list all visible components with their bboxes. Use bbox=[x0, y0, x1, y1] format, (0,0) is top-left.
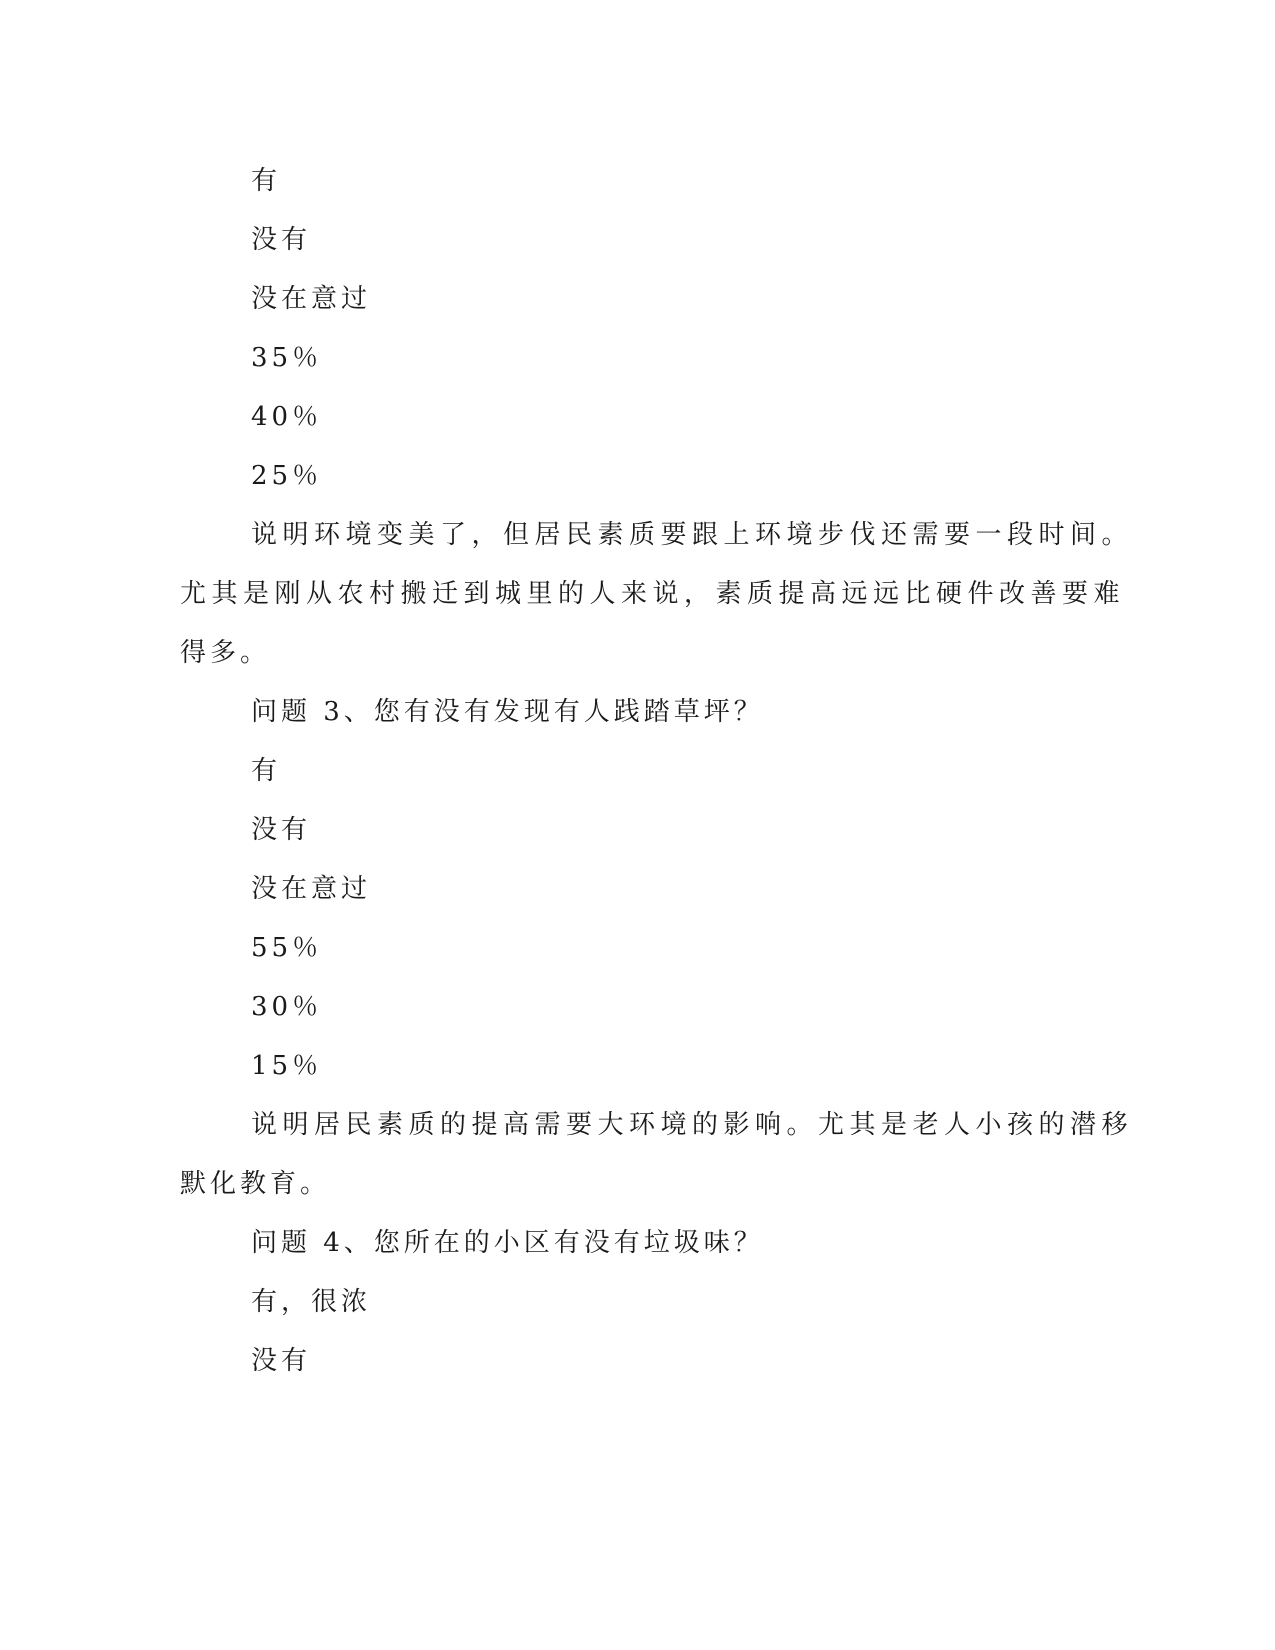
q3-option-no: 没有 bbox=[251, 815, 312, 845]
q3-conclusion-line-1: 说明居民素质的提高需要大环境的影响。尤其是老人小孩的潜移 bbox=[251, 1110, 1134, 1140]
q3-percent-no: 30％ bbox=[251, 992, 323, 1022]
q2-conclusion-line-1: 说明环境变美了，但居民素质要跟上环境步伐还需要一段时间。 bbox=[251, 520, 1134, 550]
q3-question: 问题 3、您有没有发现有人践踏草坪？ bbox=[251, 697, 764, 727]
q3-percent-not-noticed: 15％ bbox=[251, 1051, 323, 1081]
q2-option-yes: 有 bbox=[251, 166, 282, 196]
q3-conclusion-line-2: 默化教育。 bbox=[180, 1169, 331, 1199]
q3-option-yes: 有 bbox=[251, 756, 282, 786]
q4-option-no: 没有 bbox=[251, 1346, 312, 1376]
q2-conclusion-line-3: 得多。 bbox=[180, 638, 271, 668]
q3-percent-yes: 55％ bbox=[251, 933, 323, 963]
q2-percent-no: 40％ bbox=[251, 402, 323, 432]
q2-percent-yes: 35％ bbox=[251, 343, 323, 373]
q2-option-no: 没有 bbox=[251, 225, 312, 255]
q4-question: 问题 4、您所在的小区有没有垃圾味？ bbox=[251, 1228, 764, 1258]
q2-percent-not-noticed: 25％ bbox=[251, 461, 323, 491]
q2-option-not-noticed: 没在意过 bbox=[251, 284, 372, 314]
q4-option-yes-strong: 有，很浓 bbox=[251, 1287, 372, 1317]
q2-conclusion-line-2: 尤其是刚从农村搬迁到城里的人来说，素质提高远远比硬件改善要难 bbox=[180, 579, 1126, 609]
q3-option-not-noticed: 没在意过 bbox=[251, 874, 372, 904]
